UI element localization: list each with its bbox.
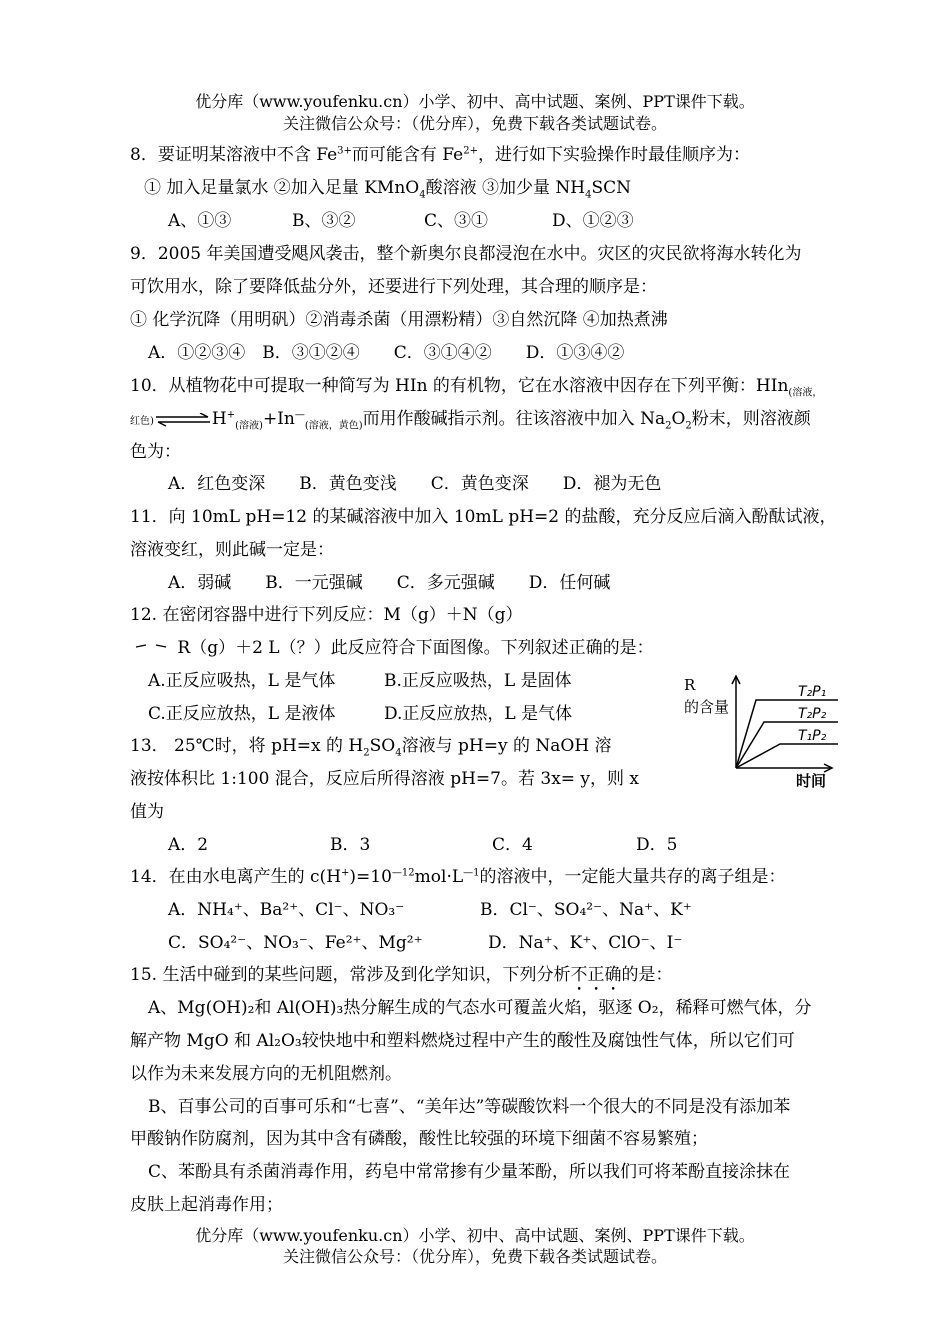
- q12-option-d: D.正反应放热，L 是气体: [384, 704, 573, 724]
- q12-option-b: B.正反应吸热，L 是固体: [384, 671, 572, 691]
- q13-option-c: C．4: [492, 835, 533, 855]
- curve-t1p2: [736, 744, 838, 768]
- equilibrium-arrow-icon: [154, 413, 212, 427]
- header-line-1: 优分库（www.youfenku.cn）小学、初中、高中试题、案例、PPT课件下载。: [195, 92, 755, 111]
- r-content-vs-time-graph: [680, 672, 850, 792]
- q13-option-b: B．3: [330, 835, 371, 855]
- q13-line-2: 液按体积比 1:100 混合，反应后所得溶液 pH=7。若 3x= y，则 x: [130, 769, 640, 789]
- q15-option-a-line-2: 解产物 MgO 和 Al₂O₃较快地中和塑料燃烧过程中产生的酸性及腐蚀性气体，所以它们可: [130, 1031, 795, 1051]
- q11-options: A．弱碱 B．一元强碱 C．多元强碱 D．任何碱: [168, 573, 611, 593]
- q13-option-a: A．2: [168, 835, 209, 855]
- graph-curve-label-t1p2: T₁P₂: [798, 728, 827, 744]
- q15-option-c-line-1: C、苯酚具有杀菌消毒作用，药皂中常常掺有少量苯酚，所以我们可将苯酚直接涂抹在: [148, 1162, 791, 1182]
- q8-option-d: D、①②③: [552, 211, 634, 231]
- q15-option-a-line-1: A、Mg(OH)₂和 Al(OH)₃热分解生成的气态水可覆盖火焰，驱逐 O₂，稀释可燃气体，分: [148, 998, 812, 1018]
- q14-option-b: B．Cl⁻、SO₄²⁻、Na⁺、K⁺: [480, 900, 692, 920]
- graph-curve-label-t2p2: T₂P₂: [798, 706, 827, 722]
- q10-options: A．红色变深 B．黄色变浅 C．黄色变深 D．褪为无色: [168, 474, 662, 494]
- q9-line-2: 可饮用水，除了要降低盐分外，还要进行下列处理，其合理的顺序是：: [130, 277, 657, 297]
- q10-line-1: 10．从植物花中可提取一种简写为 HIn 的有机物，它在水溶液中因存在下列平衡：HIn$_{(溶液,}$: [130, 376, 823, 399]
- graph-ylabel-2: 的含量: [684, 698, 730, 716]
- q14-option-d: D．Na⁺、K⁺、ClO⁻、I⁻: [488, 933, 683, 953]
- q12-option-a: A.正反应吸热，L 是气体: [148, 671, 336, 691]
- header-line-2: 关注微信公众号：（优分库），免费下载各类试题试卷。: [282, 114, 667, 133]
- q15-option-c-line-2: 皮肤上起消毒作用；: [130, 1195, 283, 1215]
- q8-stem: 8．要证明某溶液中不含 $Fe^{3+}$而可能含有 $Fe^{2+}$，进行如下实验操作时最佳顺序为：: [130, 145, 750, 165]
- q10-line-3: 色为：: [130, 442, 181, 462]
- q9-line-1: 9．2005 年美国遭受飓风袭击，整个新奥尔良都浸泡在水中。灾区的灾民欲将海水转化为: [130, 244, 802, 264]
- graph-xlabel: 时间: [796, 772, 827, 790]
- q11-line-1: 11．向 10mL pH=12 的某碱溶液中加入 10mL pH=2 的盐酸，充分反应后滴入酚酞试液，: [130, 507, 837, 527]
- q14-option-a: A．NH₄⁺、Ba²⁺、Cl⁻、NO₃⁻: [168, 900, 405, 920]
- footer-line-1: 优分库（www.youfenku.cn）小学、初中、高中试题、案例、PPT课件下载。: [195, 1226, 755, 1245]
- q10-line-2: 红色) $H^+_{(溶液)}+In^—_{(溶液,黄色)}$而用作酸碱指示剂。往该溶液中加入 $Na_2O_2$粉末，则溶液颜: [130, 409, 811, 432]
- q13-line-1: 13． 25℃时，将 pH=x 的 $H_2SO_4$溶液与 pH=y 的 NaOH 溶: [130, 736, 612, 759]
- graph-ylabel-1: R: [684, 676, 696, 694]
- q14-option-c: C．SO₄²⁻、NO₃⁻、Fe²⁺、Mg²⁺: [168, 933, 423, 953]
- emphasized-not-correct: 不正确: [570, 965, 622, 985]
- q8-option-a: A、①③: [168, 211, 232, 231]
- q12-option-c: C.正反应放热，L 是液体: [148, 704, 336, 724]
- q12-line-2: R（g）＋2 L（？）此反应符合下面图像。下列叙述正确的是：: [132, 637, 654, 659]
- q15-option-a-line-3: 以作为未来发展方向的无机阻燃剂。: [130, 1064, 402, 1084]
- graph-svg: [680, 672, 850, 792]
- footer-line-2: 关注微信公众号：（优分库），免费下载各类试题试卷。: [282, 1247, 667, 1266]
- reversible-arrow-icon: [132, 642, 172, 656]
- q8-option-c: C、③①: [424, 211, 489, 231]
- q11-line-2: 溶液变红，则此碱一定是：: [130, 540, 334, 560]
- q15-option-b-line-2: 甲酸钠作防腐剂，因为其中含有磷酸，酸性比较强的环境下细菌不容易繁殖；: [130, 1129, 708, 1149]
- q9-line-3: ① 化学沉降（用明矾）②消毒杀菌（用漂粉精）③自然沉降 ④加热煮沸: [130, 310, 668, 330]
- q14-stem: 14．在由水电离产生的 $c(H^+)=10^{—12}mol\cdot L^{—1}$的溶液中，一定能大量共存的离子组是：: [130, 867, 786, 887]
- q8-option-b: B、③②: [292, 211, 356, 231]
- q15-stem: 15. 生活中碰到的某些问题，常涉及到化学知识，下列分析不正确的是：: [130, 965, 673, 985]
- q8-operations: ① 加入足量氯水 ②加入足量 KMnO$_4$酸溶液 ③加少量 $NH_4SCN$: [144, 178, 632, 201]
- q13-option-d: D．5: [636, 835, 678, 855]
- q15-option-b-line-1: B、百事公司的百事可乐和“七喜”、“美年达”等碳酸饮料一个很大的不同是没有添加苯: [148, 1097, 791, 1117]
- q12-line-1: 12. 在密闭容器中进行下列反应：M（g）＋N（g）: [130, 605, 523, 625]
- graph-curve-label-t2p1: T₂P₁: [798, 684, 827, 700]
- q13-line-3: 值为: [130, 802, 164, 822]
- q9-options: A．①②③④ B．③①②④ C．③①④② D．①③④②: [148, 343, 625, 363]
